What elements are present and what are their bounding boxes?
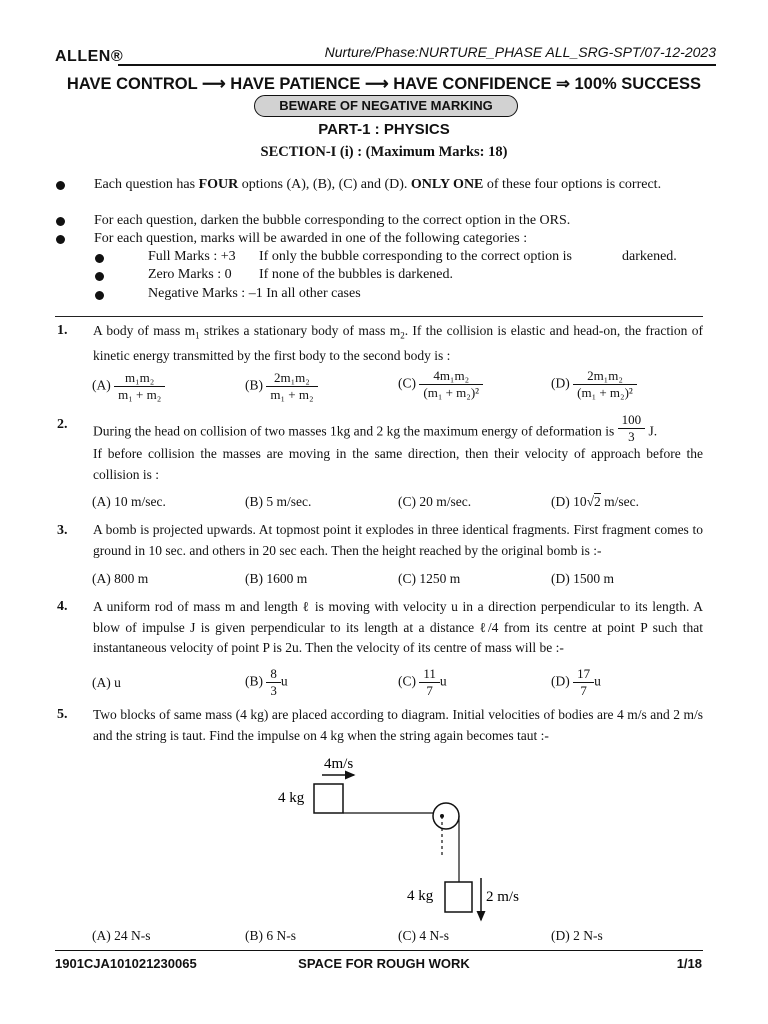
q-text: strikes a stationary body of mass m [199, 323, 401, 338]
fraction [266, 666, 281, 699]
zero-marks-label: Zero Marks : 0 [148, 267, 232, 282]
bullet-icon [95, 291, 104, 300]
negative-marks: Negative Marks : –1 In all other cases [148, 286, 361, 301]
bullet-icon [56, 235, 65, 244]
question-text: Two blocks of same mass (4 kg) are placed according to diagram. Initial velocities of bodies are 4 m/s and 2 m/s and the string is taut. Find the impulse on 4 kg when the string again becomes taut :- [93, 707, 703, 743]
numerator: 2m₁m₂ [573, 368, 637, 385]
option-d[interactable] [551, 494, 639, 510]
velocity-label-2: 2 m/s [486, 889, 519, 905]
instruction-2: For each question, darken the bubble corresponding to the correct option in the ORS. [94, 213, 571, 228]
numerator: 11 [419, 666, 440, 683]
question-number: 4. [57, 599, 68, 614]
option-label: (C) [398, 673, 416, 689]
instr-text: options (A), (B), (C) and (D). [238, 177, 411, 192]
allen-logo: ALLEN® [55, 48, 124, 65]
numerator: 2m₁m₂ [266, 370, 317, 387]
fraction [618, 412, 646, 445]
subscript: 1 [195, 330, 200, 341]
option-c[interactable]: (C) 20 m/sec. [398, 494, 472, 509]
variable: u [280, 673, 288, 689]
rough-work-label: SPACE FOR ROUGH WORK [298, 956, 470, 971]
batch-code: Nurture/Phase:NURTURE_PHASE ALL_SRG-SPT/07-12-2023 [324, 44, 716, 60]
option-d[interactable] [551, 666, 601, 699]
q-text: A body of mass m [93, 323, 196, 338]
full-marks-desc: If only the bubble corresponding to the correct option is [259, 249, 572, 264]
option-label: (B) [245, 377, 263, 393]
numerator: 8 [266, 666, 281, 683]
variable: u [594, 673, 601, 689]
denominator: m₁ + m₂ [118, 387, 162, 402]
numerator: 100 [618, 412, 646, 429]
instruction-1 [94, 176, 700, 194]
option-a[interactable] [92, 370, 165, 403]
fraction [573, 368, 637, 401]
fraction [419, 666, 440, 699]
option-b[interactable]: (B) 6 N-s [245, 928, 296, 943]
option-d[interactable] [551, 368, 637, 401]
denominator: m₁ + m₂ [270, 387, 314, 402]
question-number: 5. [57, 707, 68, 722]
instr-text: of these four options is correct. [483, 177, 662, 192]
beware-badge: BEWARE OF NEGATIVE MARKING [254, 95, 518, 117]
option-b[interactable]: (B) 5 m/sec. [245, 494, 312, 509]
option-label: (C) [398, 375, 416, 391]
q-text: . If the collision is elastic and head-on, the fraction of kinetic energy transmitted by the first body to the second body is : [93, 323, 703, 364]
unit: J. [648, 423, 658, 439]
question-number: 3. [57, 523, 68, 538]
question-text: A bomb is projected upwards. At topmost point it explodes in three identical fragments. First fragment comes to ground in 10 sec. and others in 20 sec each. Then the height reached by the original bomb is :- [93, 522, 703, 558]
denominator: 7 [580, 683, 587, 698]
denominator: (m₁ + m₂)² [423, 385, 480, 400]
q-text: During the head on collision of two masses 1kg and 2 kg the maximum energy of deformation is [93, 423, 615, 439]
bullet-icon [56, 217, 65, 226]
variable: u [439, 673, 447, 689]
option-label: (B) [245, 673, 263, 689]
section-rule [55, 316, 703, 317]
question-number: 1. [57, 323, 68, 338]
denominator: 3 [628, 429, 635, 444]
mass-label-2: 4 kg [407, 888, 434, 904]
full-marks-label: Full Marks : +3 [148, 249, 236, 264]
question-number: 2. [57, 417, 68, 432]
footer-rule [55, 950, 703, 951]
option-a[interactable]: (A) 10 m/sec. [92, 494, 166, 509]
instr-text: Each question has [94, 177, 199, 192]
option-b[interactable] [245, 666, 288, 699]
question-text: A uniform rod of mass m and length ℓ is moving with velocity u in a direction perpendicular to its length. A blow of impulse J is given perpendicular to its length at a distance ℓ/4 from its centre at point P such that instantaneous velocity of point P is 2u. Then the velocity of its centre of mass will be :- [93, 599, 703, 655]
option-c[interactable]: (C) 4 N-s [398, 928, 449, 943]
motto: HAVE CONTROL ⟶ HAVE PATIENCE ⟶ HAVE CONFIDENCE ⇒ 100% SUCCESS [66, 75, 702, 93]
question-text: If before collision the masses are moving in the same direction, then their velocity of approach before the collision is : [93, 446, 703, 482]
option-a[interactable]: (A) u [92, 675, 121, 690]
option-c[interactable] [398, 666, 447, 699]
question-text [93, 321, 703, 367]
bullet-icon [95, 254, 104, 263]
fraction [419, 368, 483, 401]
option-text: (D) 10 [551, 494, 587, 509]
option-label: (D) [551, 375, 570, 391]
option-a[interactable]: (A) 24 N-s [92, 928, 151, 943]
option-c[interactable]: (C) 1250 m [398, 571, 461, 586]
bullet-icon [56, 181, 65, 190]
option-label: (D) [551, 673, 570, 689]
option-c[interactable] [398, 368, 483, 401]
option-text: m/sec. [600, 494, 640, 509]
fraction [573, 666, 594, 699]
zero-marks-desc: If none of the bubbles is darkened. [259, 267, 453, 282]
mass-label-1: 4 kg [278, 790, 305, 806]
instruction-3: For each question, marks will be awarded in one of the following categories : [94, 231, 528, 246]
denominator: 7 [426, 683, 433, 698]
option-b[interactable]: (B) 1600 m [245, 571, 308, 586]
option-d[interactable]: (D) 2 N-s [551, 928, 603, 943]
option-d[interactable]: (D) 1500 m [551, 571, 614, 586]
option-label: (A) [92, 377, 111, 393]
denominator: (m₁ + m₂)² [577, 385, 633, 400]
numerator: 17 [573, 666, 594, 683]
bullet-icon [95, 272, 104, 281]
question-text [93, 412, 703, 445]
radicand: 2 [594, 494, 601, 509]
full-marks-tail: darkened. [622, 249, 677, 264]
section-title: SECTION-I (i) : (Maximum Marks: 18) [260, 144, 508, 160]
header-rule [118, 64, 716, 66]
denominator: 3 [270, 683, 277, 698]
numerator: m₁m₂ [114, 370, 165, 387]
sqrt-icon: √ [586, 494, 595, 509]
block-2 [445, 882, 472, 912]
instr-emph-only-one: ONLY ONE [410, 177, 484, 192]
option-a[interactable]: (A) 800 m [92, 571, 149, 586]
page-number: 1/18 [676, 956, 702, 971]
option-b[interactable] [245, 370, 318, 403]
instr-emph-four: FOUR [198, 177, 239, 192]
numerator: 4m₁m₂ [419, 368, 483, 385]
pulley-diagram [270, 750, 540, 930]
paper-code: 1901CJA101021230065 [55, 956, 197, 971]
pulley-icon [433, 803, 459, 829]
block-1 [314, 784, 343, 813]
subscript: 2 [400, 330, 405, 341]
fraction [114, 370, 165, 403]
velocity-label-1: 4m/s [324, 756, 354, 772]
fraction [266, 370, 317, 403]
part-title: PART-1 : PHYSICS [318, 121, 450, 138]
